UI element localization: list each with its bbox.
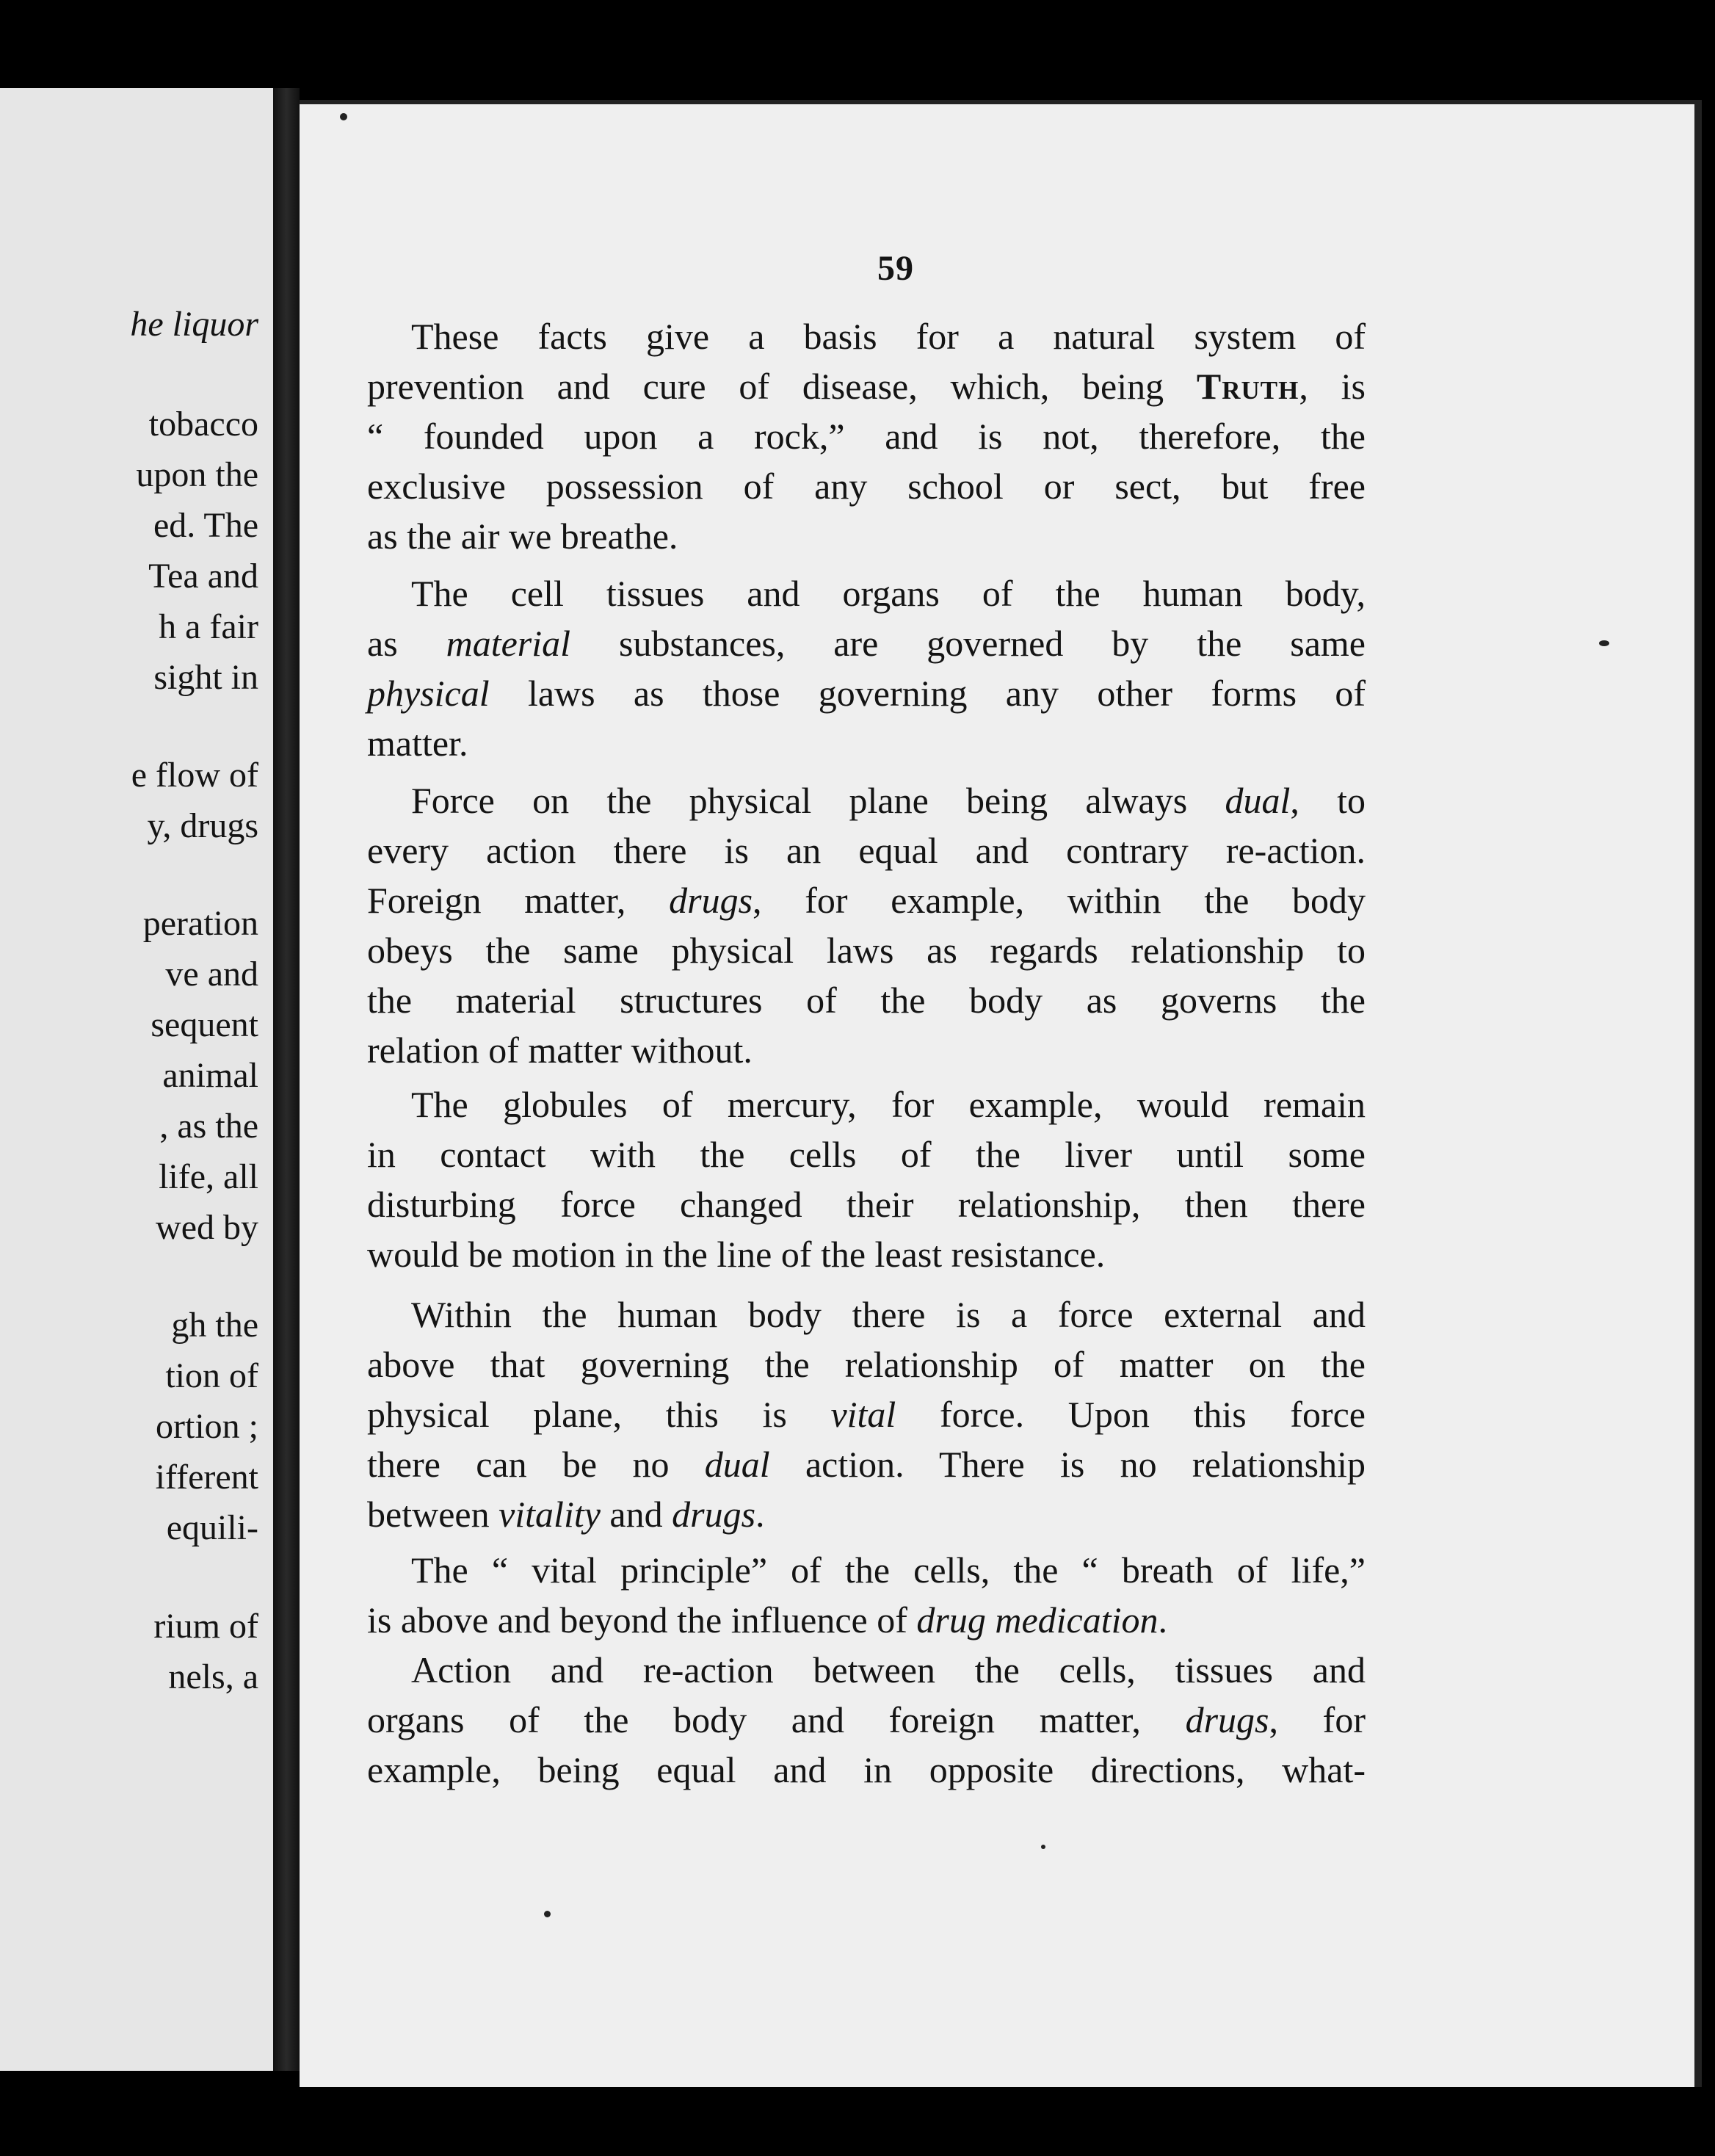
text-line: in contact with the cells of the liver until some bbox=[367, 1134, 1366, 1175]
left-page-line: , as the bbox=[159, 1107, 258, 1146]
paragraph-6 bbox=[367, 1545, 1366, 1645]
text-line: physical laws as those governing any other forms of bbox=[367, 673, 1366, 714]
text-line: These facts give a basis for a natural system of bbox=[411, 316, 1366, 357]
left-page-line: ed. The bbox=[153, 506, 258, 545]
text-line: the material structures of the body as governs the bbox=[367, 980, 1366, 1021]
left-page-line: equili- bbox=[166, 1508, 258, 1547]
text-line: example, being equal and in opposite directions, what- bbox=[367, 1749, 1366, 1790]
text-line: is above and beyond the influence of drug medication. bbox=[367, 1599, 1168, 1640]
left-page-line: upon the bbox=[136, 455, 258, 494]
left-page-line: tion of bbox=[165, 1356, 258, 1395]
left-page-line: gh the bbox=[171, 1306, 258, 1345]
print-speck bbox=[1041, 1845, 1045, 1849]
text-line: Foreign matter, drugs, for example, within the body bbox=[367, 880, 1366, 921]
text-line: physical plane, this is vital force. Upon this force bbox=[367, 1394, 1366, 1435]
left-page-line: sequent bbox=[151, 1005, 258, 1044]
text-line: above that governing the relationship of matter on the bbox=[367, 1344, 1366, 1385]
book-binding-gutter bbox=[273, 88, 300, 2071]
previous-page-fragment bbox=[0, 88, 279, 2071]
text-line: “ founded upon a rock,” and is not, therefore, the bbox=[367, 416, 1366, 457]
paragraph-1 bbox=[367, 311, 1366, 561]
print-speck bbox=[340, 113, 347, 120]
left-page-line: life, all bbox=[159, 1157, 258, 1196]
left-page-line: Tea and bbox=[148, 557, 258, 596]
print-speck bbox=[544, 1911, 551, 1917]
paragraph-4 bbox=[367, 1079, 1366, 1279]
left-page-line: h a fair bbox=[159, 607, 258, 646]
left-page-line: ifferent bbox=[155, 1458, 258, 1497]
paragraph-5 bbox=[367, 1289, 1366, 1539]
left-page-line: rium of bbox=[153, 1607, 258, 1646]
left-page-line: ve and bbox=[165, 955, 258, 994]
left-page-line: ortion ; bbox=[156, 1407, 258, 1446]
text-line: relation of matter without. bbox=[367, 1030, 753, 1071]
text-line: obeys the same physical laws as regards relationship to bbox=[367, 930, 1366, 971]
text-line: Force on the physical plane being always dual, to bbox=[411, 780, 1366, 821]
paragraph-2 bbox=[367, 568, 1366, 768]
left-page-line: wed by bbox=[156, 1208, 258, 1247]
text-line: every action there is an equal and contrary re-action. bbox=[367, 830, 1366, 871]
left-page-line: tobacco bbox=[148, 405, 258, 444]
left-page-line: y, drugs bbox=[147, 806, 258, 845]
left-page-line: he liquor bbox=[130, 305, 258, 344]
paragraph-7 bbox=[367, 1645, 1366, 1795]
text-line: exclusive possession of any school or sect, but free bbox=[367, 466, 1366, 507]
page-number: 59 bbox=[877, 249, 914, 288]
text-line: The globules of mercury, for example, would remain bbox=[411, 1084, 1366, 1125]
text-line: would be motion in the line of the least resistance. bbox=[367, 1234, 1106, 1275]
left-page-line: sight in bbox=[153, 658, 258, 697]
text-line: matter. bbox=[367, 723, 468, 764]
text-line: there can be no dual action. There is no relationship bbox=[367, 1444, 1366, 1485]
left-page-line: nels, a bbox=[168, 1657, 258, 1696]
print-speck bbox=[1599, 640, 1609, 646]
text-line: The “ vital principle” of the cells, the “ breath of life,” bbox=[411, 1549, 1366, 1591]
text-line: prevention and cure of disease, which, being Truth, is bbox=[367, 366, 1366, 407]
text-line: as material substances, are governed by the same bbox=[367, 623, 1366, 664]
paragraph-3 bbox=[367, 775, 1366, 1075]
text-line: between vitality and drugs. bbox=[367, 1494, 765, 1535]
text-line: as the air we breathe. bbox=[367, 516, 678, 557]
text-line: Within the human body there is a force external and bbox=[411, 1294, 1366, 1335]
text-line: organs of the body and foreign matter, drugs, for bbox=[367, 1699, 1366, 1740]
text-line: disturbing force changed their relationship, then there bbox=[367, 1184, 1366, 1225]
left-page-line: e flow of bbox=[131, 756, 258, 795]
left-page-line: animal bbox=[162, 1056, 258, 1095]
text-line: The cell tissues and organs of the human body, bbox=[411, 573, 1366, 614]
text-line: Action and re-action between the cells, tissues and bbox=[411, 1649, 1366, 1690]
left-page-line: peration bbox=[142, 904, 258, 943]
